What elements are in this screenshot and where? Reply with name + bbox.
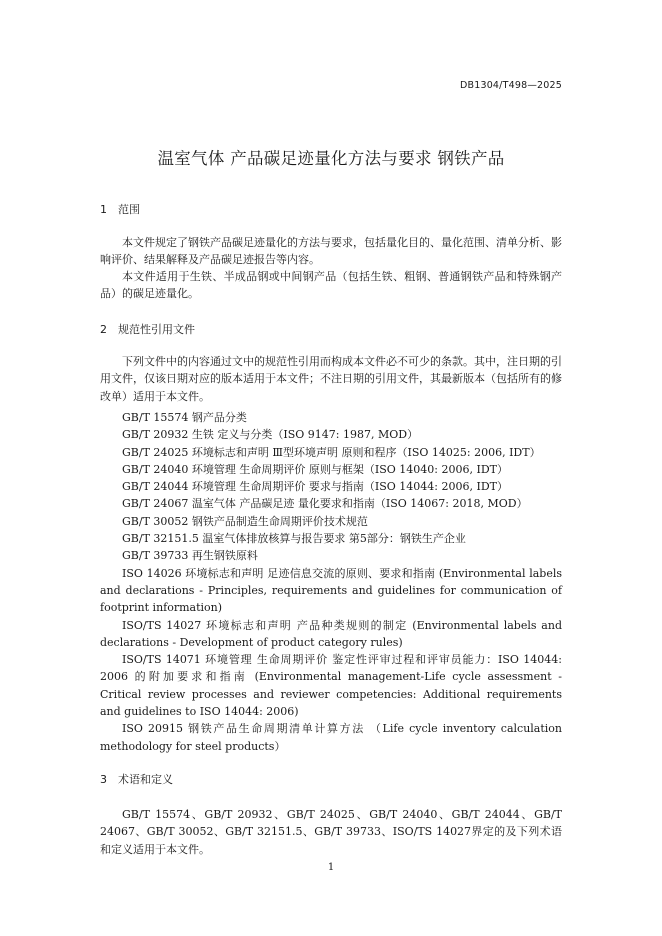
reference-item: GB/T 30052 钢铁产品制造生命周期评价技术规范	[122, 514, 368, 528]
scope-paragraph-1: 本文件规定了钢铁产品碳足迹量化的方法与要求，包括量化目的、量化范围、清单分析、影响评价、结果解释及产品碳足迹报告等内容。	[100, 236, 562, 267]
reference-item: ISO 14026 环境标志和声明 足迹信息交流的原则、要求和指南 (Environmental labels and declarations - Principles, requirements and guidelines for communication of footprint information)	[100, 566, 562, 615]
reference-item: GB/T 39733 再生钢铁原料	[122, 549, 258, 563]
reference-item: GB/T 20932 生铁 定义与分类（ISO 9147: 1987, MOD）	[122, 428, 419, 442]
section-title: 术语和定义	[118, 773, 173, 786]
terms-paragraph: GB/T 15574、GB/T 20932、GB/T 24025、GB/T 24040、GB/T 24044、GB/T 24067、GB/T 30052、GB/T 32151.5、GB/T 39733、ISO/TS 14027界定的及下列术语和定义适用于本文件。	[100, 808, 562, 856]
reference-item: ISO 20915 钢铁产品生命周期清单计算方法 （Life cycle inventory calculation methodology for steel products）	[100, 722, 562, 753]
section-heading-terms-definitions	[100, 771, 173, 787]
reference-item: GB/T 15574 钢产品分类	[122, 411, 247, 424]
references-intro-paragraph: 下列文件中的内容通过文中的规范性引用而构成本文件必不可少的条款。其中，注日期的引用文件，仅该日期对应的版本适用于本文件；不注日期的引用文件，其最新版本（包括所有的修改单）适用于本文件。	[100, 355, 562, 403]
reference-item: ISO/TS 14027 环境标志和声明 产品种类规则的制定 (Environmental labels and declarations - Development of product category rules)	[100, 618, 562, 649]
scope-paragraph-2: 本文件适用于生铁、半成品钢或中间钢产品（包括生铁、粗钢、普通钢铁产品和特殊钢产品）的碳足迹量化。	[100, 270, 562, 301]
section-number: 3	[100, 773, 107, 786]
document-title: 温室气体 产品碳足迹量化方法与要求 钢铁产品	[157, 149, 505, 168]
reference-item: GB/T 24044 环境管理 生命周期评价 要求与指南（ISO 14044: 2006, IDT）	[122, 480, 508, 494]
reference-item: GB/T 24040 环境管理 生命周期评价 原则与框架（ISO 14040: 2006, IDT）	[122, 462, 508, 476]
section-heading-scope	[100, 201, 140, 217]
section-title: 范围	[118, 203, 140, 216]
reference-item: ISO/TS 14071 环境管理 生命周期评价 鉴定性评审过程和评审员能力：ISO 14044: 2006 的附加要求和指南 (Environmental management-Life cycle assessment - Critical review processes and reviewer competencies: Additional requirements and guidelines to ISO 14044: 2006)	[100, 653, 562, 719]
reference-item: GB/T 32151.5 温室气体排放核算与报告要求 第5部分：钢铁生产企业	[122, 532, 466, 546]
section-number: 1	[100, 203, 107, 216]
page-number: 1	[327, 862, 335, 873]
section-number: 2	[100, 323, 107, 336]
section-heading-normative-references	[100, 321, 195, 337]
document-number: DB1304/T498—2025	[459, 80, 562, 91]
section-title: 规范性引用文件	[118, 323, 195, 336]
reference-item: GB/T 24025 环境标志和声明 Ⅲ型环境声明 原则和程序（ISO 14025: 2006, IDT）	[122, 445, 541, 459]
reference-item: GB/T 24067 温室气体 产品碳足迹 量化要求和指南（ISO 14067: 2018, MOD）	[122, 497, 528, 511]
reference-list	[100, 409, 562, 755]
